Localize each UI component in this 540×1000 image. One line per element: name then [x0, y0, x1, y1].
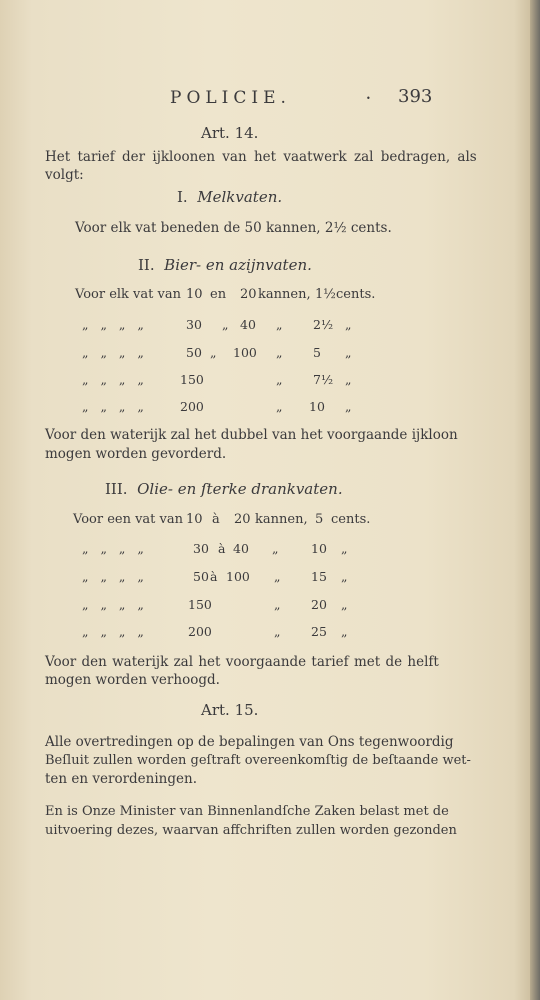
section-2-note-line1: Voor den waterijk zal het dubbel van het voorgaande ijkloon [45, 427, 458, 443]
row-lead: Voor elk vat van [75, 287, 181, 302]
section-3-row [0, 512, 530, 532]
row-ditto2: „ [274, 624, 281, 639]
article-14-intro-line1: Het tarief der ijkloonen van het vaatwerk zal bedragen, als [45, 149, 477, 165]
row-unit: kannen, [258, 287, 311, 302]
row-to: 100 [233, 345, 257, 360]
printer-mark: • [366, 94, 371, 103]
article-15-para1-line1: Alle overtredingen op de bepalingen van Ons tegenwoordig [45, 734, 454, 750]
row-ditto: „ „ „ „ [82, 597, 144, 612]
running-header: POLICIE. [170, 88, 291, 108]
article-15-para1-line3: ten en verordeningen. [45, 771, 197, 787]
row-price: 10 [311, 541, 327, 556]
row-to: 20 [234, 512, 251, 527]
section-3-note-line2: mogen worden verhoogd. [45, 672, 220, 688]
row-ditto3: „ [345, 372, 352, 387]
section-1-heading [177, 188, 282, 206]
row-ditto3: „ [345, 345, 352, 360]
row-ditto2: „ [274, 569, 281, 584]
row-price: 2½ [313, 317, 334, 332]
article-14-title: Art. 14. [201, 124, 259, 142]
row-price: 15 [311, 569, 327, 584]
row-ditto2: „ [276, 317, 283, 332]
row-sep: à [212, 512, 220, 527]
row-ditto3: „ [341, 569, 348, 584]
section-1-numeral: I. [177, 188, 188, 206]
row-from: 50 [193, 569, 209, 584]
section-2-name: Bier- en azijnvaten. [164, 256, 312, 274]
page-edge-shadow [530, 0, 540, 1000]
section-2-heading [138, 256, 312, 274]
row-from: 10 [186, 512, 203, 527]
row-price: 20 [311, 597, 327, 612]
section-3-note-line1: Voor den waterijk zal het voorgaande tarief met de helft [45, 654, 439, 670]
row-ditto2: „ [274, 597, 281, 612]
page-number: 393 [398, 86, 433, 107]
row-ditto3: „ [341, 597, 348, 612]
row-to: 40 [233, 541, 249, 556]
row-to: 20 [240, 287, 257, 302]
row-price: 5 [315, 512, 324, 527]
row-unit: kannen, [255, 512, 308, 527]
row-sep: à [218, 541, 226, 556]
row-to: 100 [226, 569, 250, 584]
row-from: 30 [193, 541, 209, 556]
row-ditto: „ „ „ „ [82, 541, 144, 556]
row-from: 10 [186, 287, 203, 302]
article-15-para2-line2: uitvoering dezes, waarvan affchriften zullen worden gezonden [45, 823, 457, 838]
row-from: 30 [186, 317, 202, 332]
section-2-row [0, 399, 530, 419]
section-2-numeral: II. [138, 256, 155, 274]
row-from: 150 [180, 372, 204, 387]
section-2-note-line2: mogen worden gevorderd. [45, 446, 227, 462]
row-currency: cents. [331, 512, 371, 527]
section-2-row [0, 345, 530, 365]
row-ditto3: „ [341, 541, 348, 556]
row-sep: à [210, 569, 218, 584]
row-sep: „ [210, 345, 217, 360]
article-15-para1-line2: Beſluit zullen worden geſtraft overeenkomſtig de beſtaande wet- [45, 753, 471, 768]
row-lead: Voor een vat van [73, 512, 184, 527]
row-ditto2: „ [276, 372, 283, 387]
row-ditto2: „ [272, 541, 279, 556]
row-ditto3: „ [345, 317, 352, 332]
article-15-para2-line1: En is Onze Minister van Binnenlandſche Zaken belast met de [45, 804, 449, 819]
row-price: 5 [313, 345, 321, 360]
row-ditto: „ „ „ „ [82, 372, 144, 387]
row-ditto3: „ [341, 624, 348, 639]
section-3-row [0, 597, 530, 617]
section-3-row [0, 624, 530, 644]
row-to: 40 [240, 317, 256, 332]
row-price: 1½ [315, 287, 336, 302]
section-2-row [0, 287, 530, 307]
row-price: 7½ [313, 372, 334, 387]
row-from: 150 [188, 597, 212, 612]
article-14-intro-line2: volgt: [45, 167, 84, 183]
row-price: 25 [311, 624, 327, 639]
row-currency: cents. [336, 287, 376, 302]
row-ditto: „ „ „ „ [82, 624, 144, 639]
row-from: 50 [186, 345, 202, 360]
section-3-heading [105, 480, 343, 498]
row-from: 200 [188, 624, 212, 639]
row-ditto: „ „ „ „ [82, 569, 144, 584]
section-2-row [0, 317, 530, 337]
row-ditto3: „ [345, 399, 352, 414]
row-ditto: „ „ „ „ [82, 399, 144, 414]
section-2-row [0, 372, 530, 392]
article-15-title: Art. 15. [201, 701, 259, 719]
section-3-numeral: III. [105, 480, 128, 498]
row-ditto2: „ [276, 345, 283, 360]
section-3-row [0, 541, 530, 561]
row-ditto: „ „ „ „ [82, 317, 144, 332]
row-ditto: „ „ „ „ [82, 345, 144, 360]
row-ditto2: „ [276, 399, 283, 414]
section-3-name: Olie- en ſterke drankvaten. [137, 480, 343, 498]
section-3-row [0, 569, 530, 589]
row-price: 10 [309, 399, 325, 414]
row-from: 200 [180, 399, 204, 414]
row-sep: en [210, 287, 227, 302]
row-sep: „ [222, 317, 229, 332]
section-1-name: Melkvaten. [197, 188, 283, 206]
section-1-text: Voor elk vat beneden de 50 kannen, 2½ cents. [75, 220, 392, 236]
